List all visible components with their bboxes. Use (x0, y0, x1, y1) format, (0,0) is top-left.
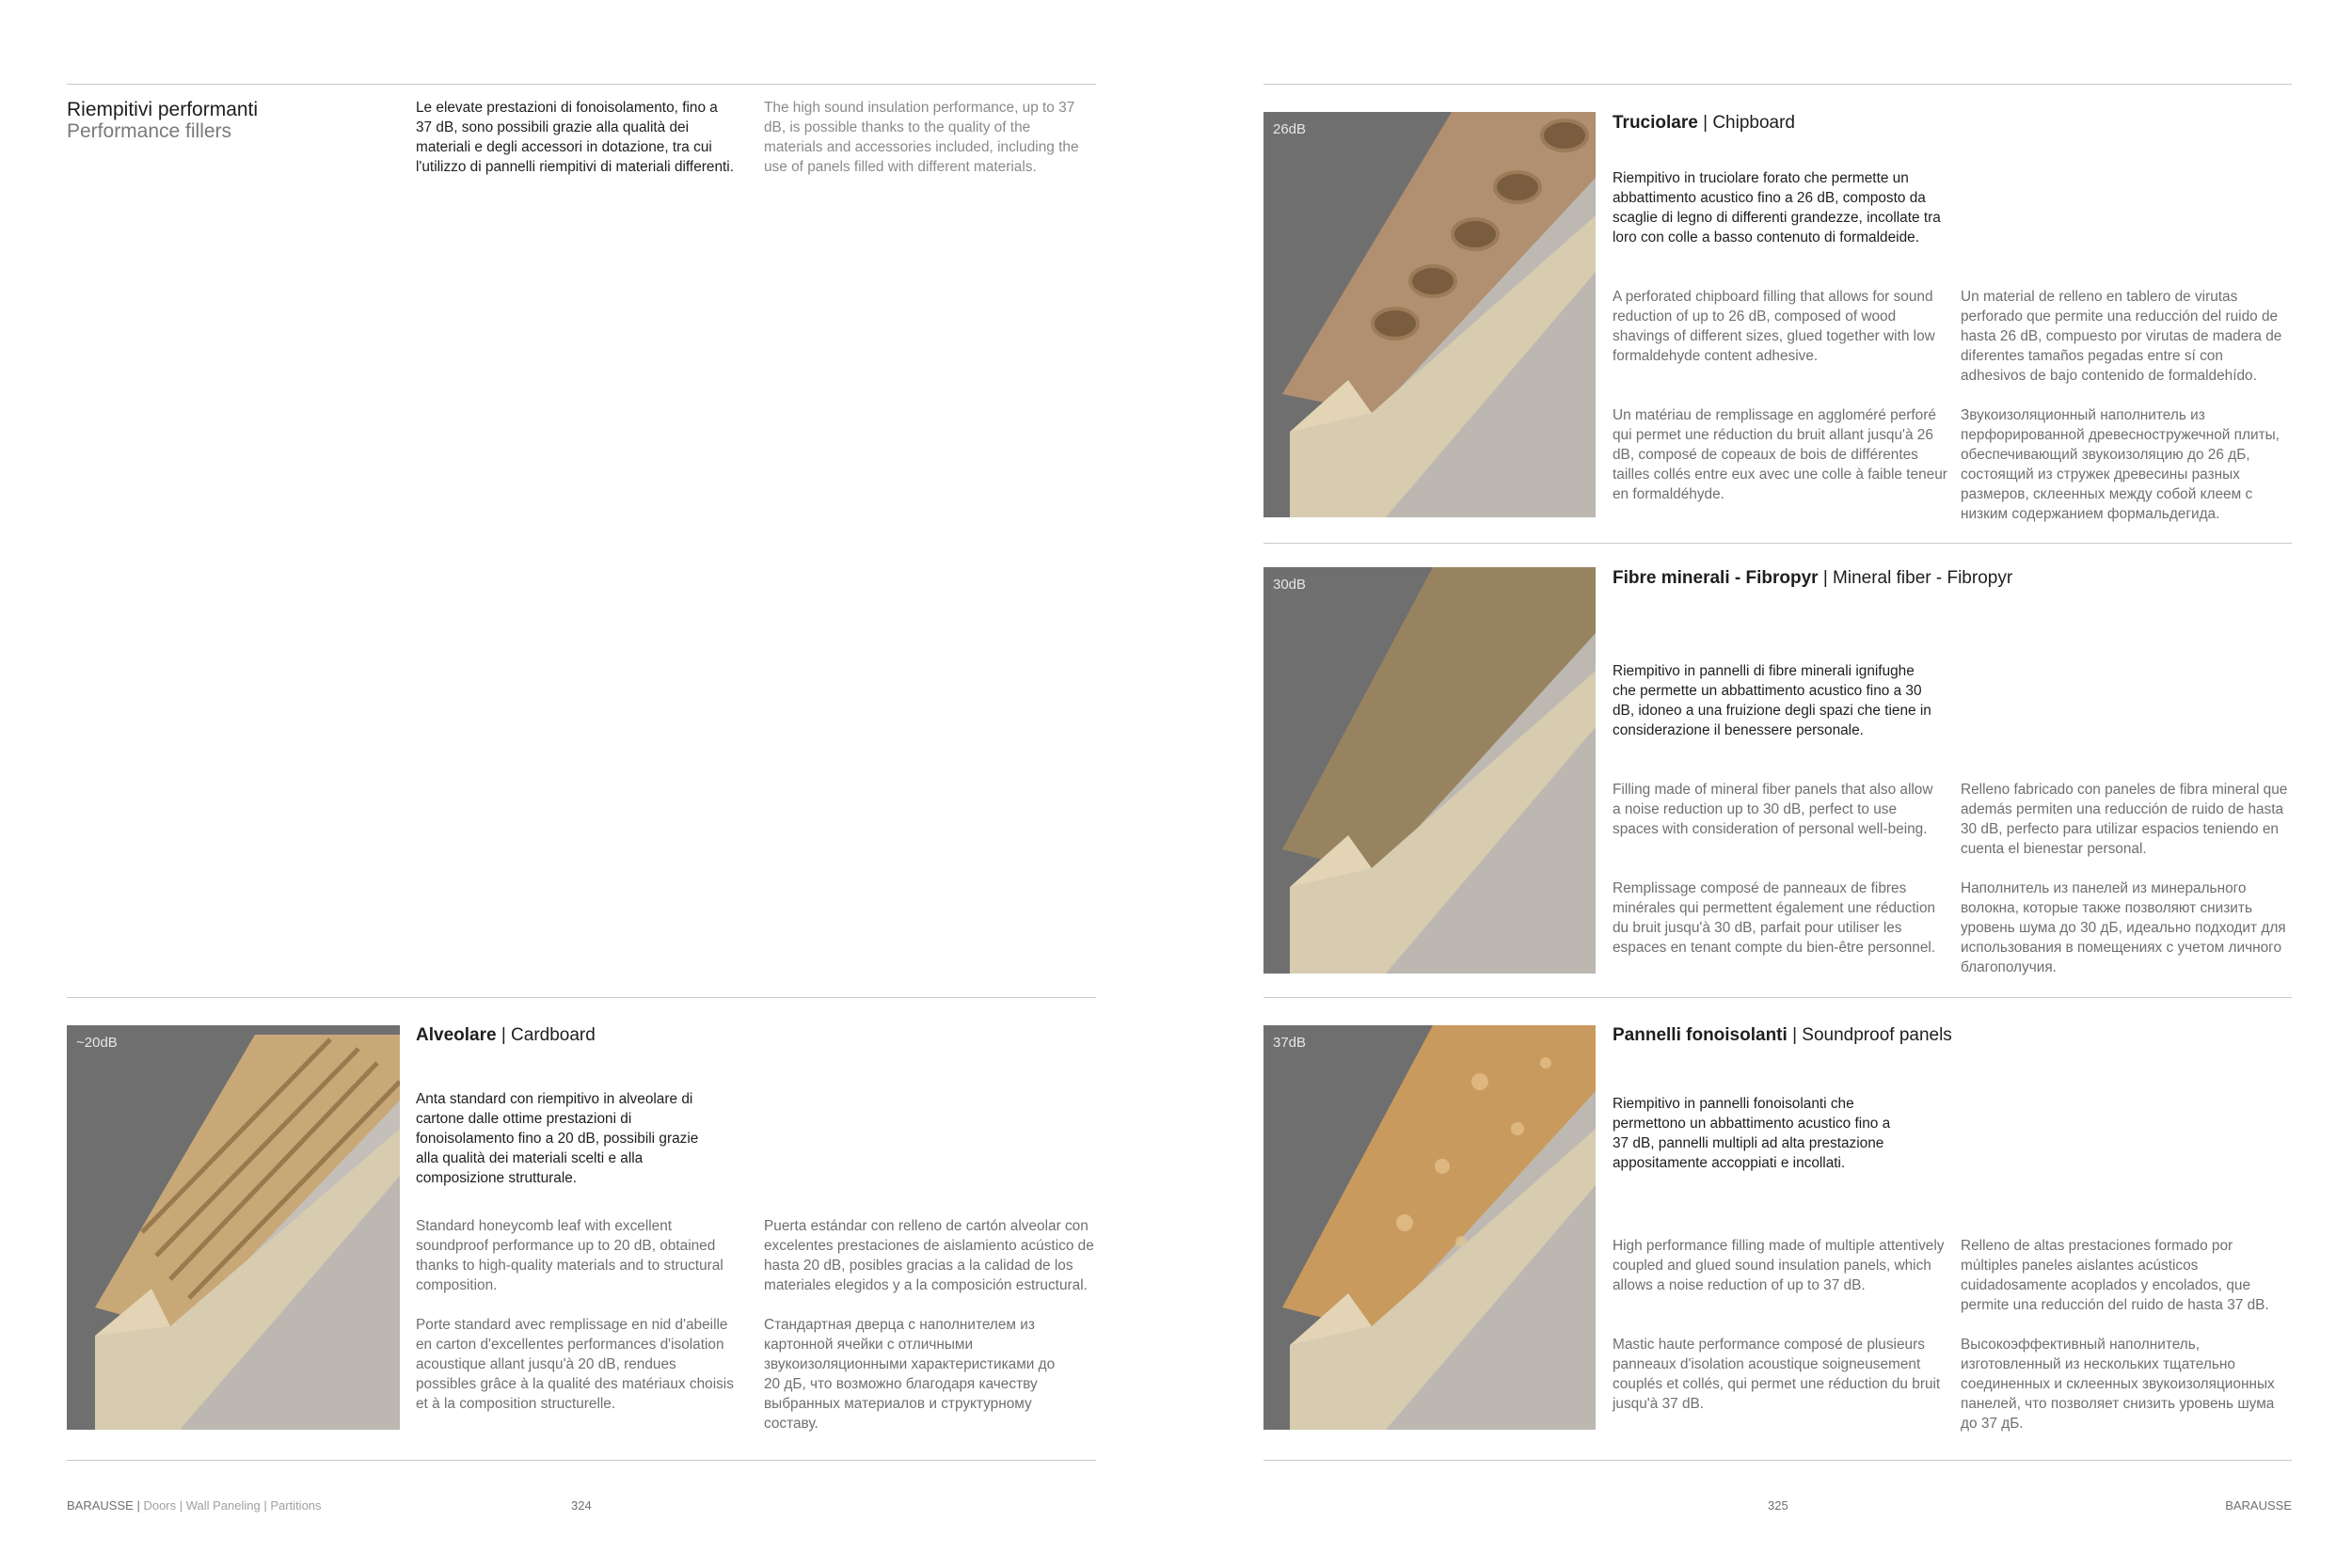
chipboard-db-badge: 26dB (1273, 121, 1307, 137)
soundproof-text-en: High performance filling made of multiple attentively coupled and glued sound insulation panels, which allows a noise reduction of up to 37 dB. (1613, 1238, 1945, 1293)
intro-title-it: Riempitivi performanti (67, 99, 259, 120)
mineral-text-fr: Remplissage composé de panneaux de fibres minérales qui permettent également une réduction du bruit jusqu'à 30 dB, parfait pour utiliser les espaces en tenant compte du bien-être personnel. (1613, 880, 1936, 956)
page-number-left: 324 (571, 1498, 592, 1513)
footer-brand-left: BARAUSSE (67, 1498, 134, 1513)
chipboard-heading: Truciolare | Chipboard (1613, 113, 1795, 133)
mineral-text-en: Filling made of mineral fiber panels that also allow a noise reduction up to 30 dB, perfect to use spaces with consideration of personal well-being. (1613, 782, 1933, 837)
mineral-text-es: Relleno fabricado con paneles de fibra mineral que además permiten una reducción de ruido de hasta 30 dB, perfecto para utilizar espacios teniendo en cuenta el bienestar personal. (1961, 782, 2288, 857)
soundproof-name-it: Pannelli fonoisolanti (1613, 1025, 1788, 1045)
intro-heading (67, 99, 377, 142)
chipboard-name-it: Truciolare (1613, 113, 1698, 133)
cardboard-text-fr: Porte standard avec remplissage en nid d'abeille en carton d'excellentes performances d'isolation acoustique allant jusqu'à 20 dB, rendues possibles grâce à la qualité des matériaux choisis et à la composition structurelle. (416, 1317, 734, 1412)
footer-categories: Doors | Wall Paneling | Partitions (143, 1498, 322, 1513)
mineral-heading: Fibre minerali - Fibropyr | Mineral fiber - Fibropyr (1613, 568, 2013, 588)
section-rule-mineral (1263, 543, 2292, 544)
footer-brand-right: BARAUSSE (2225, 1498, 2292, 1513)
soundproof-db-badge: 37dB (1273, 1035, 1307, 1051)
mineral-text-it: Riempitivo in pannelli di fibre minerali ignifughe che permette un abbattimento acustico fino a 30 dB, idoneo a una fruizione degli spazi che tiene in considerazione il benessere personale. (1613, 663, 1931, 738)
chipboard-text-en: A perforated chipboard filling that allows for sound reduction of up to 26 dB, composed of wood shavings of different sizes, glued together with low formaldehyde content adhesive. (1613, 289, 1935, 364)
bottom-rule-left (67, 1460, 1096, 1461)
top-rule-right (1263, 84, 2292, 85)
soundproof-text-fr: Mastic haute performance composé de plusieurs panneaux d'isolation acoustique soigneusement couplés et collés, qui permet une réduction du bruit jusqu'à 37 dB. (1613, 1337, 1941, 1412)
chipboard-text-es: Un material de relleno en tablero de virutas perforado que permite una reducción del ruido de hasta 26 dB, compuesto por virutas de madera de diferentes tamaños pegadas entre sí con adhesivos de bajo contenido de formaldehído. (1961, 289, 2282, 384)
cardboard-photo (67, 1025, 400, 1430)
section-rule-cardboard (67, 997, 1096, 998)
soundproof-text-es: Relleno de altas prestaciones formado por múltiples paneles aislantes acústicos cuidadosamente acoplados y encolados, que permite una reducción del ruido de hasta 37 dB. (1961, 1238, 2269, 1313)
cardboard-name-en: Cardboard (511, 1025, 596, 1045)
mineral-photo (1263, 567, 1596, 974)
soundproof-text-ru: Высокоэффективный наполнитель, изготовленный из нескольких тщательно соединенных и склеенных звукоизоляционных панелей, что позволяет снизить уровень шума до 37 дБ. (1961, 1337, 2275, 1432)
soundproof-name-en: Soundproof panels (1802, 1025, 1952, 1045)
chipboard-text-fr: Un matériau de remplissage en aggloméré perforé qui permet une réduction du bruit allant jusqu'à 26 dB, composé de copeaux de bois de différentes tailles collés entre eux avec une colle à faible teneur en formaldéhyde. (1613, 407, 1947, 502)
mineral-name-en: Mineral fiber - Fibropyr (1833, 568, 2013, 588)
cardboard-db-badge: ~20dB (76, 1035, 118, 1051)
cardboard-heading: Alveolare | Cardboard (416, 1025, 596, 1045)
chipboard-text-ru: Звукоизоляционный наполнитель из перфорированной древесностружечной плиты, обеспечивающий звукоизоляцию до 26 дБ, состоящий из стружек древесины разных размеров, склеенных между собой клеем с низким содержанием формальдегида. (1961, 407, 2280, 522)
page-number-right: 325 (1768, 1498, 1788, 1513)
intro-text-it: Le elevate prestazioni di fonoisolamento, fino a 37 dB, sono possibili grazie alla qualità dei materiali e degli accessori in dotazione, tra cui l'utilizzo di pannelli riempitivi di materiali differenti. (416, 100, 734, 175)
section-rule-soundproof (1263, 997, 2292, 998)
bottom-rule-right (1263, 1460, 2292, 1461)
cardboard-text-es: Puerta estándar con relleno de cartón alveolar con excelentes prestaciones de aislamiento acústico de hasta 20 dB, posibles gracias a la calidad de los materiales elegidos y a la composición estructural. (764, 1218, 1094, 1293)
cardboard-text-en: Standard honeycomb leaf with excellent soundproof performance up to 20 dB, obtained thanks to high-quality materials and to structural composition. (416, 1218, 723, 1293)
soundproof-text-it: Riempitivo in pannelli fonoisolanti che permettono un abbattimento acustico fino a 37 dB, pannelli multipli ad alta prestazione appositamente accoppiati e incollati. (1613, 1096, 1891, 1171)
cardboard-name-it: Alveolare (416, 1025, 497, 1045)
chipboard-text-it: Riempitivo in truciolare forato che permette un abbattimento acustico fino a 26 dB, composto da scaglie di legno di differenti grandezze, incollate tra loro con colle a basso contenuto di formaldeide. (1613, 170, 1941, 245)
chipboard-photo (1263, 112, 1596, 517)
mineral-db-badge: 30dB (1273, 577, 1307, 593)
intro-title-en: Performance fillers (67, 120, 232, 142)
top-rule-left (67, 84, 1096, 85)
cardboard-text-ru: Стандартная дверца с наполнителем из картонной ячейки с отличными звукоизоляционными характеристиками до 20 дБ, что возможно благодаря качеству выбранных материалов и структурному составу. (764, 1317, 1056, 1432)
footer-left (67, 1498, 322, 1513)
cardboard-text-it: Anta standard con riempitivo in alveolare di cartone dalle ottime prestazioni di fonoisolamento fino a 20 dB, possibili grazie alla qualità dei materiali scelti e alla composizione strutturale. (416, 1091, 699, 1186)
soundproof-photo (1263, 1025, 1596, 1430)
soundproof-heading: Pannelli fonoisolanti | Soundproof panels (1613, 1025, 1952, 1045)
footer-separator: | (136, 1498, 140, 1513)
mineral-text-ru: Наполнитель из панелей из минерального волокна, которые также позволяют снизить уровень шума до 30 дБ, идеально подходит для использования в помещениях с учетом личного благополучия. (1961, 880, 2286, 975)
mineral-name-it: Fibre minerali - Fibropyr (1613, 568, 1819, 588)
intro-text-en: The high sound insulation performance, up to 37 dB, is possible thanks to the quality of the materials and accessories included, including the use of panels filled with different materials. (764, 100, 1079, 175)
chipboard-name-en: Chipboard (1712, 113, 1795, 133)
